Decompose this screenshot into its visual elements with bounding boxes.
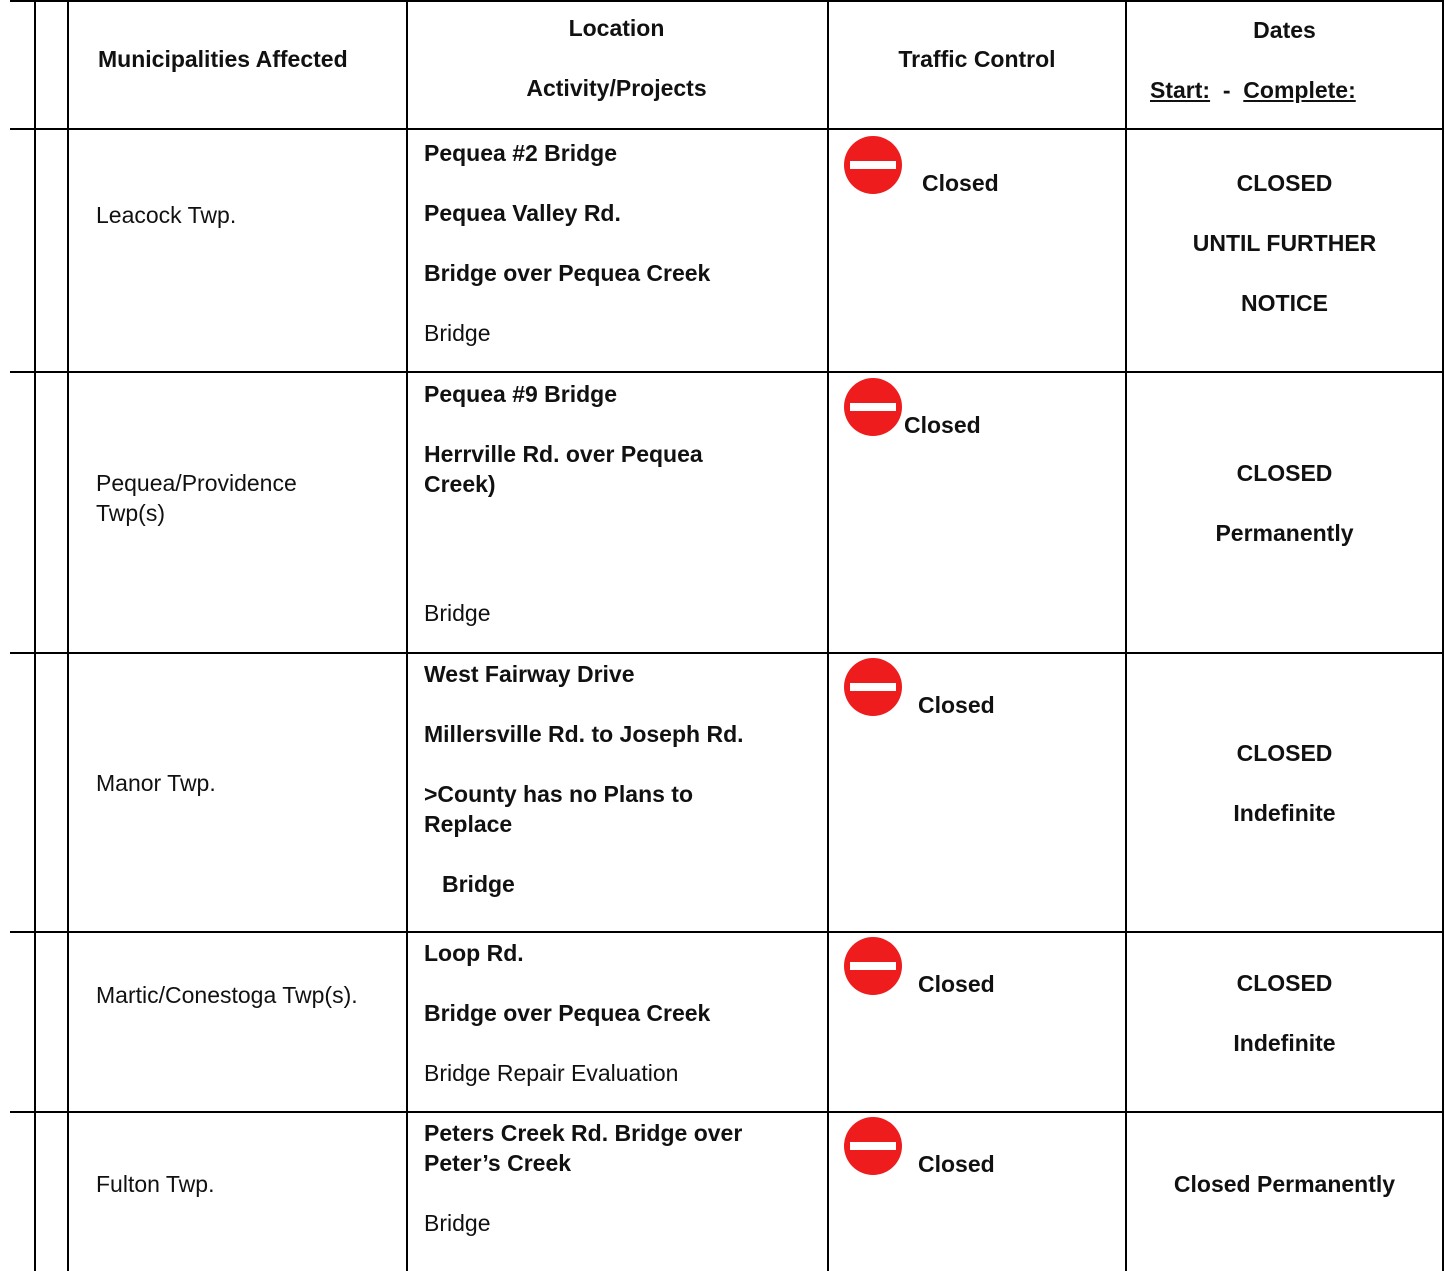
do-not-enter-icon bbox=[844, 937, 902, 995]
header-location: Location bbox=[568, 15, 665, 41]
do-not-enter-icon bbox=[844, 658, 902, 716]
row5-traffic-control bbox=[844, 1117, 995, 1179]
road-closures-table bbox=[10, 0, 1444, 1270]
row3-location bbox=[424, 659, 819, 899]
row1-location-road: Pequea Valley Rd. bbox=[424, 200, 621, 226]
row4-location-name: Loop Rd. bbox=[424, 940, 524, 966]
row5-activity: Bridge bbox=[424, 1210, 491, 1236]
row4-municipality: Martic/Conestoga Twp(s). bbox=[96, 982, 358, 1008]
row2-location-road: Herrville Rd. over Pequea Creek) bbox=[424, 441, 703, 497]
row2-municipality: Pequea/Providence Twp(s) bbox=[96, 470, 297, 526]
row4-location-road: Bridge over Pequea Creek bbox=[424, 1000, 711, 1026]
header-dash: - bbox=[1222, 77, 1231, 103]
row2-dates bbox=[1127, 458, 1442, 548]
row1-activity: Bridge bbox=[424, 320, 491, 346]
header-start: Start: bbox=[1150, 77, 1211, 103]
row1-date-detail-2: NOTICE bbox=[1241, 290, 1328, 316]
row1-location-detail: Bridge over Pequea Creek bbox=[424, 260, 711, 286]
header-activity: Activity/Projects bbox=[526, 75, 707, 101]
row-divider bbox=[10, 931, 1444, 933]
header-municipalities: Municipalities Affected bbox=[98, 46, 348, 72]
column-divider bbox=[827, 0, 829, 1271]
row5-municipality: Fulton Twp. bbox=[96, 1171, 215, 1197]
row1-traffic-control bbox=[844, 136, 999, 198]
row-divider bbox=[10, 652, 1444, 654]
header-complete: Complete: bbox=[1243, 77, 1356, 103]
row2-location bbox=[424, 379, 764, 499]
row2-location-name: Pequea #9 Bridge bbox=[424, 381, 618, 407]
row1-date-detail: UNTIL FURTHER bbox=[1192, 230, 1377, 256]
column-divider bbox=[1442, 0, 1444, 1271]
row5-traffic-status: Closed bbox=[918, 1151, 995, 1177]
row-divider bbox=[10, 1111, 1444, 1113]
do-not-enter-icon bbox=[844, 1117, 902, 1175]
row4-traffic-control bbox=[844, 937, 995, 999]
row-divider bbox=[10, 0, 1444, 2]
row1-municipality: Leacock Twp. bbox=[96, 202, 237, 228]
row2-traffic-control bbox=[844, 378, 981, 440]
column-divider bbox=[67, 0, 69, 1271]
row4-traffic-status: Closed bbox=[918, 971, 995, 997]
row2-date-status: CLOSED bbox=[1236, 460, 1333, 486]
row3-location-note: >County has no Plans to Replace bbox=[424, 781, 694, 837]
row3-traffic-control bbox=[844, 658, 995, 720]
row3-activity: Bridge bbox=[442, 871, 515, 897]
row4-date-detail: Indefinite bbox=[1233, 1030, 1336, 1056]
row1-location-name: Pequea #2 Bridge bbox=[424, 140, 618, 166]
header-start-complete bbox=[1150, 75, 1440, 105]
row3-traffic-status: Closed bbox=[918, 692, 995, 718]
header-dates: Dates bbox=[1253, 17, 1316, 43]
row5-location-name: Peters Creek Rd. Bridge over Peter’s Creek bbox=[424, 1120, 743, 1176]
row2-activity: Bridge bbox=[424, 600, 491, 626]
row4-location bbox=[424, 938, 819, 1088]
do-not-enter-icon bbox=[844, 378, 902, 436]
row-divider bbox=[10, 128, 1444, 130]
row5-dates: Closed Permanently bbox=[1173, 1171, 1396, 1197]
row1-date-status: CLOSED bbox=[1236, 170, 1333, 196]
row3-location-name: West Fairway Drive bbox=[424, 661, 635, 687]
row3-municipality: Manor Twp. bbox=[96, 770, 216, 796]
row2-date-detail: Permanently bbox=[1215, 520, 1354, 546]
column-divider bbox=[34, 0, 36, 1271]
row4-activity: Bridge Repair Evaluation bbox=[424, 1060, 679, 1086]
row-divider bbox=[10, 371, 1444, 373]
row5-location bbox=[424, 1118, 804, 1238]
row4-date-status: CLOSED bbox=[1236, 970, 1333, 996]
column-divider bbox=[406, 0, 408, 1271]
do-not-enter-icon bbox=[844, 136, 902, 194]
row1-location bbox=[424, 138, 819, 348]
row3-date-detail: Indefinite bbox=[1233, 800, 1336, 826]
row3-dates bbox=[1127, 738, 1442, 828]
row1-traffic-status: Closed bbox=[922, 170, 999, 196]
row3-date-status: CLOSED bbox=[1236, 740, 1333, 766]
header-traffic-control: Traffic Control bbox=[898, 46, 1056, 72]
row3-location-road: Millersville Rd. to Joseph Rd. bbox=[424, 721, 744, 747]
row1-dates bbox=[1127, 168, 1442, 318]
row4-dates bbox=[1127, 968, 1442, 1058]
row2-traffic-status: Closed bbox=[904, 412, 981, 438]
